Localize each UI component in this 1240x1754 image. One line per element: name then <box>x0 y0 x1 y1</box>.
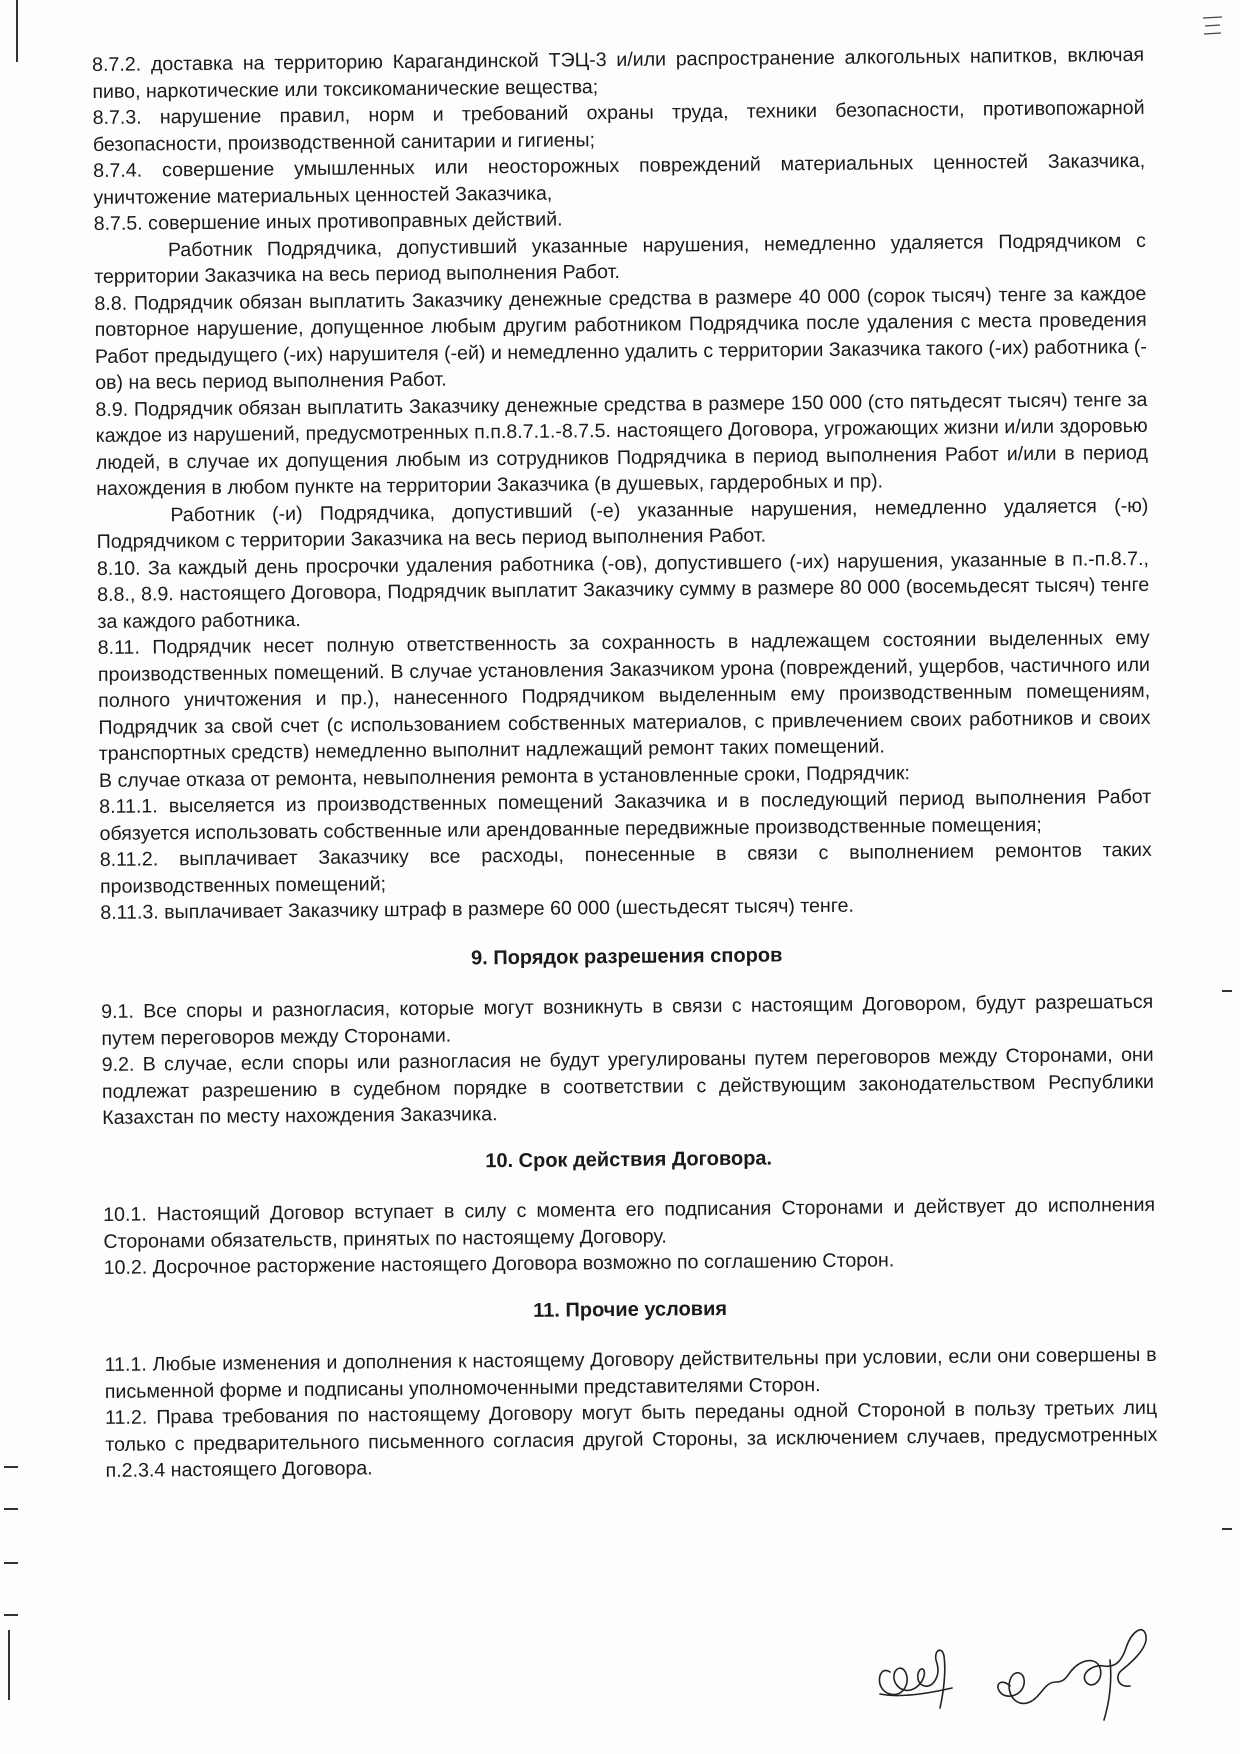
clause-paragraph: 10.1. Настоящий Договор вступает в силу с момента его подписания Сторонами и действует до исполнения Сторонами обязательств, принятых по настоящему Договору. <box>103 1193 1156 1253</box>
left-margin-tick <box>4 1466 18 1468</box>
section-9-clauses <box>101 989 1154 1132</box>
clause-paragraph: 9.2. В случае, если споры или разногласия не будут урегулированы путем переговоров между Сторонами, они подлежат разрешению в судебном порядке в соответствии с действующим законодательством Республики Казахстан по месту нахождения Заказчика. <box>101 1043 1155 1129</box>
corner-scribble <box>1200 12 1226 42</box>
right-margin-tick <box>1222 990 1232 992</box>
section-heading: 11. Прочие условия <box>533 1297 728 1322</box>
left-margin-tick <box>4 1562 18 1564</box>
clause-paragraph: 9.1. Все споры и разногласия, которые могут возникнуть в связи с настоящим Договором, будут разрешаться путем переговоров между Сторонами. <box>101 990 1154 1050</box>
clause-paragraph: 8.7.3. нарушение правил, норм и требований охраны труда, техники безопасности, противопожарной безопасности, производственной санитарии и гигиены; <box>92 96 1145 156</box>
clause-paragraph: Работник Подрядчика, допустивший указанные нарушения, немедленно удаляется Подрядчиком с территории Заказчика на весь период выполнения Работ. <box>94 229 1146 288</box>
clause-paragraph: В случае отказа от ремонта, невыполнения ремонта в установленные сроки, Подрядчик: <box>98 761 911 792</box>
clause-paragraph: 10.2. Досрочное расторжение настоящего Договора возможно по соглашению Сторон. <box>103 1249 895 1279</box>
document-body <box>92 42 1158 1485</box>
clause-paragraph: 8.11.1. выселяется из производственных помещений Заказчика и в последующий период выполнения Работ обязуется использовать собственные или арендованные передвижные производственные помещения; <box>99 785 1152 845</box>
signature-right <box>998 1630 1146 1720</box>
clause-paragraph: 8.11.3. выплачивает Заказчику штраф в размере 60 000 (шестьдесят тысяч) тенге. <box>100 894 854 924</box>
right-margin-tick <box>1222 1528 1232 1530</box>
clause-paragraph: 8.9. Подрядчик обязан выплатить Заказчику денежные средства в размере 150 000 (сто пятьдесят тысяч) тенге за каждое из нарушений, предусмотренных п.п.8.7.1.-8.7.5. настоящего Договора, угрожающих жизни и/или здоровью людей, в случае их допущения любым из сотрудников Подрядчика в период выполнения Работ и/или в период нахождения в любом пункте на территории Заказчика (в душевых, гардеробных и пр). <box>95 388 1148 500</box>
clause-paragraph: 8.11.2. выплачивает Заказчику все расходы, понесенные в связи с выполнением ремонтов таких производственных помещений; <box>99 838 1152 898</box>
clause-paragraph: 8.11. Подрядчик несет полную ответственность за сохранность в надлежащем состоянии выделенных ему производственных помещений. В случае установления Заказчиком урона (повреждений, ущербов, частичного или полного уничтожения и пр.), нанесенного Подрядчиком выделенным ему производственным помещениям, Подрядчик за свой счет (с использованием собственных материалов, с привлечением своих работников и своих транспортных средств) немедленно выполнит надлежащий ремонт таких помещений. <box>97 626 1151 765</box>
signature-left <box>879 1650 952 1708</box>
clause-paragraph: 8.7.5. совершение иных противоправных действий. <box>93 208 563 235</box>
section-8-clauses <box>92 42 1152 927</box>
section-heading: 9. Порядок разрешения споров <box>470 943 783 969</box>
signatures <box>860 1590 1190 1730</box>
left-margin-line <box>8 1630 10 1700</box>
left-margin-tick <box>4 1614 18 1616</box>
section-10-clauses <box>103 1192 1156 1282</box>
clause-paragraph: 8.10. За каждый день просрочки удаления работника (-ов), допустившего (-их) нарушения, указанные в п.-п.8.7., 8.8., 8.9. настоящего Договора, Подрядчик выплатит Заказчику сумму в размере 80 000 (восемьдесят тысяч) тенге за каждого работника. <box>96 547 1150 633</box>
section-heading: 10. Срок действия Договора. <box>485 1147 773 1172</box>
left-margin-line <box>16 0 18 62</box>
clause-paragraph: 8.7.4. совершение умышленных или неосторожных повреждений материальных ценностей Заказчика, уничтожение материальных ценностей Заказчика, <box>93 149 1146 209</box>
clause-paragraph: 11.1. Любые изменения и дополнения к настоящему Договору действительны при условии, если они совершены в письменной форме и подписаны уполномоченными представителями Сторон. <box>104 1343 1157 1403</box>
clause-paragraph: 8.8. Подрядчик обязан выплатить Заказчику денежные средства в размере 40 000 (сорок тысяч) тенге за каждое повторное нарушение, допущенное любым другим работником Подрядчика после удаления с места проведения Работ предыдущего (-их) нарушителя (-ей) и немедленно удалить с территории Заказчика такого (-их) работника (-ов) на весь период выполнения Работ. <box>94 282 1147 394</box>
left-margin-tick <box>4 1508 18 1510</box>
section-11-clauses <box>104 1342 1157 1485</box>
clause-paragraph: Работник (-и) Подрядчика, допустивший (-е) указанные нарушения, немедленно удаляется (-ю) Подрядчиком с территории Заказчика на весь период выполнения Работ. <box>96 494 1149 553</box>
clause-paragraph: 11.2. Права требования по настоящему Договору могут быть переданы одной Стороной в пользу третьих лиц только с предварительного письменного согласия другой Стороны, за исключением случаев, предусмотренных п.2.3.4 настоящего Договора. <box>105 1396 1158 1482</box>
clause-paragraph: 8.7.2. доставка на территорию Карагандинской ТЭЦ-3 и/или распространение алкогольных напитков, включая пиво, наркотические или токсикоманические вещества; <box>92 43 1145 103</box>
